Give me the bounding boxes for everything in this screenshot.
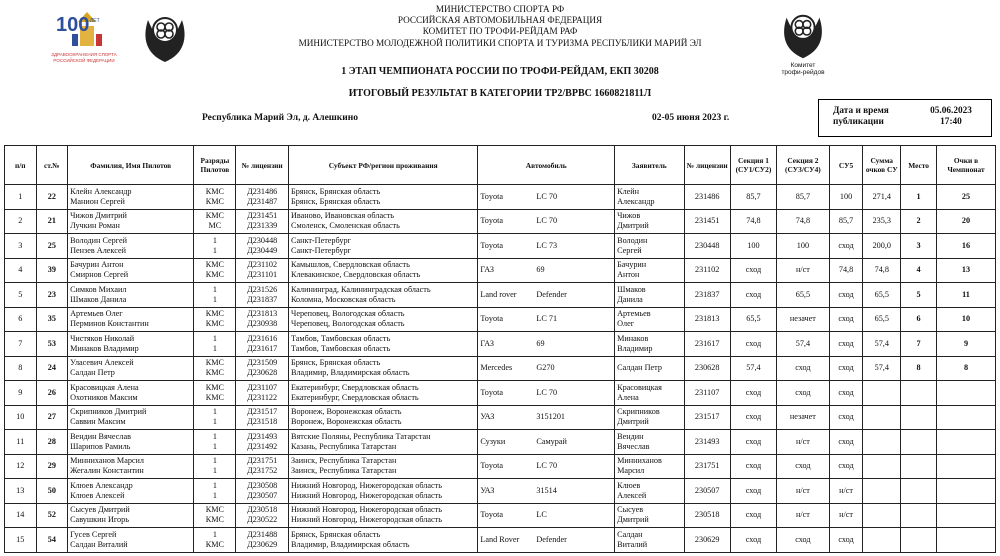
su5: сход	[829, 405, 863, 430]
table-row	[5, 234, 996, 259]
applicant-license: 230448	[684, 234, 730, 259]
logo-100-number: 100	[56, 14, 90, 36]
place	[901, 381, 937, 406]
licenses-cell: Д231451 Д231339	[236, 209, 289, 234]
organizers-header	[0, 4, 1000, 49]
place	[901, 503, 937, 528]
start-number: 35	[36, 307, 68, 332]
licenses-cell: Д230448 Д230449	[236, 234, 289, 259]
championship-points: 11	[936, 283, 995, 308]
row-number: 15	[5, 528, 37, 553]
su5: н/ст	[829, 503, 863, 528]
applicant-license: 231486	[684, 185, 730, 210]
table-row	[5, 454, 996, 479]
section-1: сход	[730, 479, 776, 504]
car-cell: Toyota LC 70	[478, 454, 615, 479]
su5: 74,8	[829, 258, 863, 283]
applicant-cell: Сысуев Дмитрий	[615, 503, 684, 528]
car-cell: Toyota LC	[478, 503, 615, 528]
row-number: 1	[5, 185, 37, 210]
car-cell: ГАЗ 69	[478, 332, 615, 357]
su5: сход	[829, 356, 863, 381]
pilots-cell: Вендин Вячеслав Шарипов Рамиль	[68, 430, 194, 455]
place	[901, 405, 937, 430]
org-line-1: МИНИСТЕРСТВО СПОРТА РФ	[435, 4, 565, 14]
section-1: сход	[730, 454, 776, 479]
sum-points: 65,5	[863, 307, 901, 332]
section-2: 100	[777, 234, 830, 259]
column-header: Сумма очков СУ	[863, 146, 901, 185]
region-cell: Воронеж, Воронежская область Воронеж, Воронежская область	[289, 405, 478, 430]
table-row	[5, 503, 996, 528]
car-cell: Toyota LC 70	[478, 381, 615, 406]
section-1: 65,5	[730, 307, 776, 332]
applicant-cell: Клейн Александр	[615, 185, 684, 210]
column-header: Секция 2 (СУ3/СУ4)	[777, 146, 830, 185]
place: 7	[901, 332, 937, 357]
place: 2	[901, 209, 937, 234]
row-number: 7	[5, 332, 37, 357]
applicant-license: 231617	[684, 332, 730, 357]
section-2: н/ст	[777, 258, 830, 283]
car-cell: Сузуки Самурай	[478, 430, 615, 455]
org-line-4: МИНИСТЕРСТВО МОЛОДЕЖНОЙ ПОЛИТИКИ СПОРТА И ТУРИЗМА РЕСПУБЛИКИ МАРИЙ ЭЛ	[298, 37, 702, 48]
car-cell: ГАЗ 69	[478, 258, 615, 283]
licenses-cell: Д231488 Д230629	[236, 528, 289, 553]
applicant-cell: Чижов Дмитрий	[615, 209, 684, 234]
championship-points	[936, 381, 995, 406]
pilots-cell: Симков Михаил Шмаков Данила	[68, 283, 194, 308]
championship-points: 13	[936, 258, 995, 283]
championship-points	[936, 405, 995, 430]
section-1: сход	[730, 430, 776, 455]
championship-points: 20	[936, 209, 995, 234]
section-1: 85,7	[730, 185, 776, 210]
sum-points	[863, 503, 901, 528]
sum-points	[863, 405, 901, 430]
car-cell: УАЗ 3151201	[478, 405, 615, 430]
ranks-cell: 1 1	[194, 283, 236, 308]
org-line-3: КОМИТЕТ ПО ТРОФИ-РЕЙДАМ РАФ	[422, 26, 578, 37]
licenses-cell: Д231486 Д231487	[236, 185, 289, 210]
region-cell: Нижний Новгород, Нижегородская область Нижний Новгород, Нижегородская область	[289, 503, 478, 528]
applicant-license: 231813	[684, 307, 730, 332]
column-header: № лицензии	[684, 146, 730, 185]
start-number: 50	[36, 479, 68, 504]
sum-points	[863, 430, 901, 455]
pilots-cell: Красовицкая Алена Охотников Максим	[68, 381, 194, 406]
applicant-license: 231517	[684, 405, 730, 430]
licenses-cell: Д231493 Д231492	[236, 430, 289, 455]
championship-points	[936, 454, 995, 479]
applicant-cell: Салдан Петр	[615, 356, 684, 381]
section-1: сход	[730, 381, 776, 406]
ranks-cell: КМС КМС	[194, 258, 236, 283]
pilots-cell: Гусев Сергей Салдан Виталий	[68, 528, 194, 553]
ranks-cell: КМС КМС	[194, 503, 236, 528]
car-cell: Land Rover Defender	[478, 528, 615, 553]
table-row	[5, 405, 996, 430]
results-table	[4, 145, 996, 553]
pilots-cell: Бачурин Антон Смирнов Сергей	[68, 258, 194, 283]
place: 3	[901, 234, 937, 259]
row-number: 12	[5, 454, 37, 479]
applicant-license: 230629	[684, 528, 730, 553]
section-2: н/ст	[777, 503, 830, 528]
championship-points: 16	[936, 234, 995, 259]
section-1: сход	[730, 503, 776, 528]
section-2: незачет	[777, 405, 830, 430]
start-number: 53	[36, 332, 68, 357]
section-2: 85,7	[777, 185, 830, 210]
start-number: 25	[36, 234, 68, 259]
licenses-cell: Д230518 Д230522	[236, 503, 289, 528]
start-number: 24	[36, 356, 68, 381]
place: 5	[901, 283, 937, 308]
place: 8	[901, 356, 937, 381]
section-1: сход	[730, 258, 776, 283]
start-number: 27	[36, 405, 68, 430]
row-number: 3	[5, 234, 37, 259]
licenses-cell: Д231509 Д230628	[236, 356, 289, 381]
region-cell: Нижний Новгород, Нижегородская область Нижний Новгород, Нижегородская область	[289, 479, 478, 504]
section-2: 65,5	[777, 283, 830, 308]
committee-caption-2: трофи-рейдов	[781, 69, 825, 76]
start-number: 39	[36, 258, 68, 283]
row-number: 9	[5, 381, 37, 406]
applicant-cell: Вендин Вячеслав	[615, 430, 684, 455]
column-header: Место	[901, 146, 937, 185]
pilots-cell: Сысуев Дмитрий Савушкин Игорь	[68, 503, 194, 528]
section-1: сход	[730, 528, 776, 553]
sum-points: 235,3	[863, 209, 901, 234]
row-number: 5	[5, 283, 37, 308]
table-row	[5, 479, 996, 504]
sum-points: 200,0	[863, 234, 901, 259]
row-number: 14	[5, 503, 37, 528]
pilots-cell: Артемьев Олег Перминов Константин	[68, 307, 194, 332]
sum-points	[863, 381, 901, 406]
table-row	[5, 209, 996, 234]
su5: сход	[829, 528, 863, 553]
publication-time: 17:40	[940, 117, 962, 127]
column-header: Автомобиль	[478, 146, 615, 185]
column-header: Субъект РФ/регион проживания	[289, 146, 478, 185]
place	[901, 479, 937, 504]
ranks-cell: КМС КМС	[194, 185, 236, 210]
sum-points	[863, 454, 901, 479]
applicant-cell: Артемьев Олег	[615, 307, 684, 332]
su5: сход	[829, 332, 863, 357]
applicant-cell: Скрипников Дмитрий	[615, 405, 684, 430]
applicant-cell: Красовицкая Алена	[615, 381, 684, 406]
table-row	[5, 356, 996, 381]
su5: сход	[829, 430, 863, 455]
championship-points	[936, 430, 995, 455]
start-number: 54	[36, 528, 68, 553]
licenses-cell: Д231107 Д231122	[236, 381, 289, 406]
sum-points: 57,4	[863, 356, 901, 381]
table-row	[5, 528, 996, 553]
event-dates: 02-05 июня 2023 г.	[652, 113, 730, 123]
car-cell: Toyota LC 71	[478, 307, 615, 332]
applicant-cell: Салдан Виталий	[615, 528, 684, 553]
sum-points: 65,5	[863, 283, 901, 308]
car-cell: Land rover Defender	[478, 283, 615, 308]
row-number: 8	[5, 356, 37, 381]
column-header: Фамилия, Имя Пилотов	[68, 146, 194, 185]
su5: сход	[829, 307, 863, 332]
table-row	[5, 185, 996, 210]
section-2: незачет	[777, 307, 830, 332]
section-2: сход	[777, 454, 830, 479]
region-cell: Заинск, Республика Татарстан Заинск, Республика Татарстан	[289, 454, 478, 479]
table-row	[5, 332, 996, 357]
column-header: Заявитель	[615, 146, 684, 185]
pilots-cell: Клюев Александр Клюев Алексей	[68, 479, 194, 504]
start-number: 23	[36, 283, 68, 308]
pilots-cell: Минниханов Марсил Жегалин Константин	[68, 454, 194, 479]
region-cell: Череповец, Вологодская область Череповец, Вологодская область	[289, 307, 478, 332]
applicant-license: 231751	[684, 454, 730, 479]
row-number: 6	[5, 307, 37, 332]
section-1: 74,8	[730, 209, 776, 234]
start-number: 29	[36, 454, 68, 479]
table-row	[5, 381, 996, 406]
sum-points: 57,4	[863, 332, 901, 357]
event-place: Республика Марий Эл, д. Алешкино	[202, 113, 358, 123]
applicant-license: 231107	[684, 381, 730, 406]
sum-points	[863, 479, 901, 504]
row-number: 2	[5, 209, 37, 234]
ranks-cell: 1 1	[194, 430, 236, 455]
pilots-cell: Уласевич Алексей Салдан Петр	[68, 356, 194, 381]
ranks-cell: КМС КМС	[194, 381, 236, 406]
applicant-cell: Минаков Владимир	[615, 332, 684, 357]
region-cell: Тамбов, Тамбовская область Тамбов, Тамбовская область	[289, 332, 478, 357]
championship-points	[936, 528, 995, 553]
ranks-cell: 1 1	[194, 332, 236, 357]
ranks-cell: 1 КМС	[194, 528, 236, 553]
su5: н/ст	[829, 479, 863, 504]
logo-caption-2: РОССИЙСКОЙ ФЕДЕРАЦИИ	[53, 58, 115, 63]
su5: сход	[829, 381, 863, 406]
publication-label: Дата и время публикации	[833, 106, 889, 127]
pilots-cell: Чистяков Николай Минаков Владимир	[68, 332, 194, 357]
su5: сход	[829, 454, 863, 479]
region-cell: Екатеринбург, Свердловская область Екатеринбург, Свердловская область	[289, 381, 478, 406]
section-2: сход	[777, 356, 830, 381]
su5: сход	[829, 283, 863, 308]
championship-points	[936, 479, 995, 504]
table-row	[5, 430, 996, 455]
start-number: 22	[36, 185, 68, 210]
place	[901, 454, 937, 479]
region-cell: Камышлов, Свердловская область Клевакинское, Свердловская область	[289, 258, 478, 283]
start-number: 21	[36, 209, 68, 234]
table-row	[5, 283, 996, 308]
licenses-cell: Д231526 Д231837	[236, 283, 289, 308]
car-cell: Toyota LC 73	[478, 234, 615, 259]
section-1: 57,4	[730, 356, 776, 381]
region-cell: Санкт-Петербург Санкт-Петербург	[289, 234, 478, 259]
section-1: сход	[730, 405, 776, 430]
result-title: ИТОГОВЫЙ РЕЗУЛЬТАТ В КАТЕГОРИИ ТР2/ВРВС 1660821811Л	[348, 88, 652, 99]
column-header: Секция 1 (СУ1/СУ2)	[730, 146, 776, 185]
section-1: 100	[730, 234, 776, 259]
row-number: 13	[5, 479, 37, 504]
logo-years-label: ЛЕТ	[90, 18, 100, 24]
licenses-cell: Д231813 Д230938	[236, 307, 289, 332]
column-header: ст.№	[36, 146, 68, 185]
column-header: СУ5	[829, 146, 863, 185]
championship-points: 25	[936, 185, 995, 210]
committee-caption-1: Комитет	[790, 62, 816, 69]
applicant-cell: Бачурин Антон	[615, 258, 684, 283]
place: 6	[901, 307, 937, 332]
su5: 85,7	[829, 209, 863, 234]
section-2: 57,4	[777, 332, 830, 357]
championship-points: 9	[936, 332, 995, 357]
applicant-cell: Шмаков Данила	[615, 283, 684, 308]
row-number: 10	[5, 405, 37, 430]
applicant-license: 231493	[684, 430, 730, 455]
pilots-cell: Володин Сергей Пензев Алексей	[68, 234, 194, 259]
region-cell: Иваново, Ивановская область Смоленск, Смоленская область	[289, 209, 478, 234]
event-title: 1 ЭТАП ЧЕМПИОНАТА РОССИИ ПО ТРОФИ-РЕЙДАМ, ЕКП 30208	[341, 66, 659, 77]
section-1: сход	[730, 283, 776, 308]
pilots-cell: Клейн Александр Манион Сергей	[68, 185, 194, 210]
section-2: 74,8	[777, 209, 830, 234]
applicant-license: 231102	[684, 258, 730, 283]
applicant-license: 231837	[684, 283, 730, 308]
region-cell: Вятские Поляны, Республика Татарстан Казань, Республика Татарстан	[289, 430, 478, 455]
table-row	[5, 258, 996, 283]
car-cell: УАЗ 31514	[478, 479, 615, 504]
su5: 100	[829, 185, 863, 210]
ranks-cell: 1 1	[194, 405, 236, 430]
pilots-cell: Скрипников Дмитрий Саввин Максим	[68, 405, 194, 430]
applicant-license: 230507	[684, 479, 730, 504]
applicant-cell: Володин Сергей	[615, 234, 684, 259]
place	[901, 430, 937, 455]
publication-date: 05.06.2023	[930, 106, 972, 116]
start-number: 52	[36, 503, 68, 528]
car-cell: Toyota LC 70	[478, 209, 615, 234]
ranks-cell: КМС КМС	[194, 356, 236, 381]
ranks-cell: 1 1	[194, 234, 236, 259]
applicant-license: 230628	[684, 356, 730, 381]
column-header: Разряды Пилотов	[194, 146, 236, 185]
car-cell: Toyota LC 70	[478, 185, 615, 210]
applicant-license: 230518	[684, 503, 730, 528]
column-header: Очки в Чемпионат	[936, 146, 995, 185]
applicant-cell: Минниханов Марсил	[615, 454, 684, 479]
start-number: 26	[36, 381, 68, 406]
section-2: н/ст	[777, 479, 830, 504]
licenses-cell: Д231751 Д231752	[236, 454, 289, 479]
region-cell: Калининград, Калининградская область Коломна, Московская область	[289, 283, 478, 308]
applicant-cell: Клюев Алексей	[615, 479, 684, 504]
start-number: 28	[36, 430, 68, 455]
ranks-cell: 1 1	[194, 479, 236, 504]
licenses-cell: Д230508 Д230507	[236, 479, 289, 504]
row-number: 4	[5, 258, 37, 283]
championship-points: 10	[936, 307, 995, 332]
publication-box	[818, 99, 992, 137]
sum-points: 271,4	[863, 185, 901, 210]
championship-points: 8	[936, 356, 995, 381]
applicant-license: 231451	[684, 209, 730, 234]
pilots-cell: Чижов Дмитрий Лучкин Роман	[68, 209, 194, 234]
column-header: № лицензии	[236, 146, 289, 185]
su5: сход	[829, 234, 863, 259]
sum-points	[863, 528, 901, 553]
place	[901, 528, 937, 553]
ranks-cell: 1 1	[194, 454, 236, 479]
ranks-cell: КМС МС	[194, 209, 236, 234]
section-1: сход	[730, 332, 776, 357]
sum-points: 74,8	[863, 258, 901, 283]
region-cell: Брянск, Брянская область Владимир, Владимирская область	[289, 528, 478, 553]
publication-value	[923, 106, 979, 128]
table-row	[5, 307, 996, 332]
place: 1	[901, 185, 937, 210]
section-2: сход	[777, 381, 830, 406]
licenses-cell: Д231102 Д231101	[236, 258, 289, 283]
section-2: н/ст	[777, 430, 830, 455]
org-line-2: РОССИЙСКАЯ АВТОМОБИЛЬНАЯ ФЕДЕРАЦИЯ	[397, 15, 603, 26]
column-header: п/п	[5, 146, 37, 185]
ranks-cell: КМС КМС	[194, 307, 236, 332]
logo-caption-1: ЗДРАВООХРАНЕНИЯ СПОРТА	[51, 52, 117, 57]
table-header-row	[5, 146, 996, 185]
car-cell: Mercedes G270	[478, 356, 615, 381]
region-cell: Брянск, Брянская область Владимир, Владимирская область	[289, 356, 478, 381]
licenses-cell: Д231616 Д231617	[236, 332, 289, 357]
row-number: 11	[5, 430, 37, 455]
region-cell: Брянск, Брянская область Брянск, Брянская область	[289, 185, 478, 210]
section-2: сход	[777, 528, 830, 553]
championship-points	[936, 503, 995, 528]
licenses-cell: Д231517 Д231518	[236, 405, 289, 430]
place: 4	[901, 258, 937, 283]
